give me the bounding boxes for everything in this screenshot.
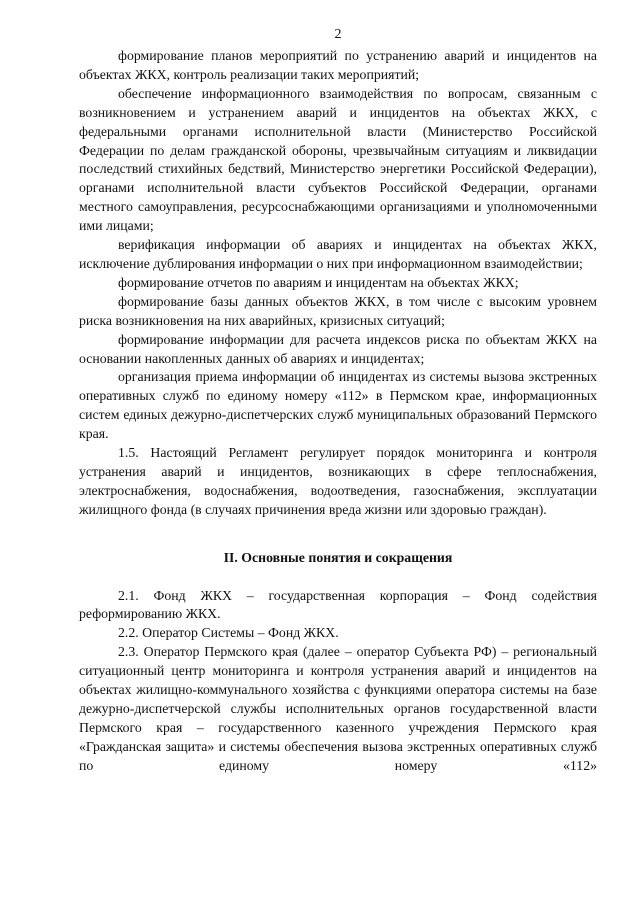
paragraph-plans: формирование планов мероприятий по устранению аварий и инцидентов на объектах ЖКХ, контроль реализации таких мероприятий; [79,48,597,82]
paragraph-risk-index: формирование информации для расчета индексов риска по объектам ЖКХ на основании накопленных данных об авариях и инцидентах; [79,331,597,366]
definition-2-3: 2.3. Оператор Пермского края (далее – оператор Субъекта РФ) – региональный ситуационный центр мониторинга и контроля устранения аварий и инцидентов на объектах жилищно-коммунального хозяйства с функциями оператора системы на базе дежурно-диспетчерской службы исполнительных органов государственной власти Пермского края – государственного казенного учреждения Пермского края «Гражданская защита» и системы обеспечения вызова экстренных оперативных служб по единому номеру «112» [79,644,597,773]
document-page [79,0,597,905]
definition-2-2: 2.2. Оператор Системы – Фонд ЖКХ. [118,625,339,641]
definition-2-1: 2.1. Фонд ЖКХ – государственная корпорация – Фонд содействия реформированию ЖКХ. [79,587,597,622]
paragraph-1-5: 1.5. Настоящий Регламент регулирует порядок мониторинга и контроля устранения аварий и инцидентов, возникающих в сфере теплоснабжения, электроснабжения, водоснабжения, водоотведения, газоснабжения, эксплуатации жилищного фонда (в случаях причинения вреда жизни или здоровью граждан). [79,445,597,517]
paragraph-112-intake: организация приема информации об инцидентах из системы вызова экстренных оперативных служб по единому номеру «112» в Пермском крае, информационных систем единых дежурно-диспетчерских служб муниципальных образований Пермского края. [79,369,597,442]
paragraph-reports: формирование отчетов по авариям и инцидентам на объектах ЖКХ; [118,274,519,290]
paragraph-interaction: обеспечение информационного взаимодействия по вопросам, связанным с возникновением и устранением аварий и инцидентов на объектах ЖКХ, с федеральными органами исполнительной власти (Министерство Российской Федерации по делам гражданской обороны, чрезвычайным ситуациям и ликвидации последствий стихийных бедствий, Министерство энергетики Российской Федерации), органами исполнительной власти субъектов Российской Федерации, органами местного самоуправления, ресурсоснабжающими организациями и уполномоченными ими лицами; [79,85,597,234]
page-number: 2 [334,27,342,42]
paragraph-verification: верификация информации об авариях и инцидентах на объектах ЖКХ, исключение дублирования информации о них при информационном взаимодействии; [79,237,597,271]
paragraph-database: формирование базы данных объектов ЖКХ, в том числе с высоким уровнем риска возникновения на них аварийных, кризисных ситуаций; [79,293,597,328]
section-heading: II. Основные понятия и сокращения [223,549,453,565]
document-body [79,47,597,776]
